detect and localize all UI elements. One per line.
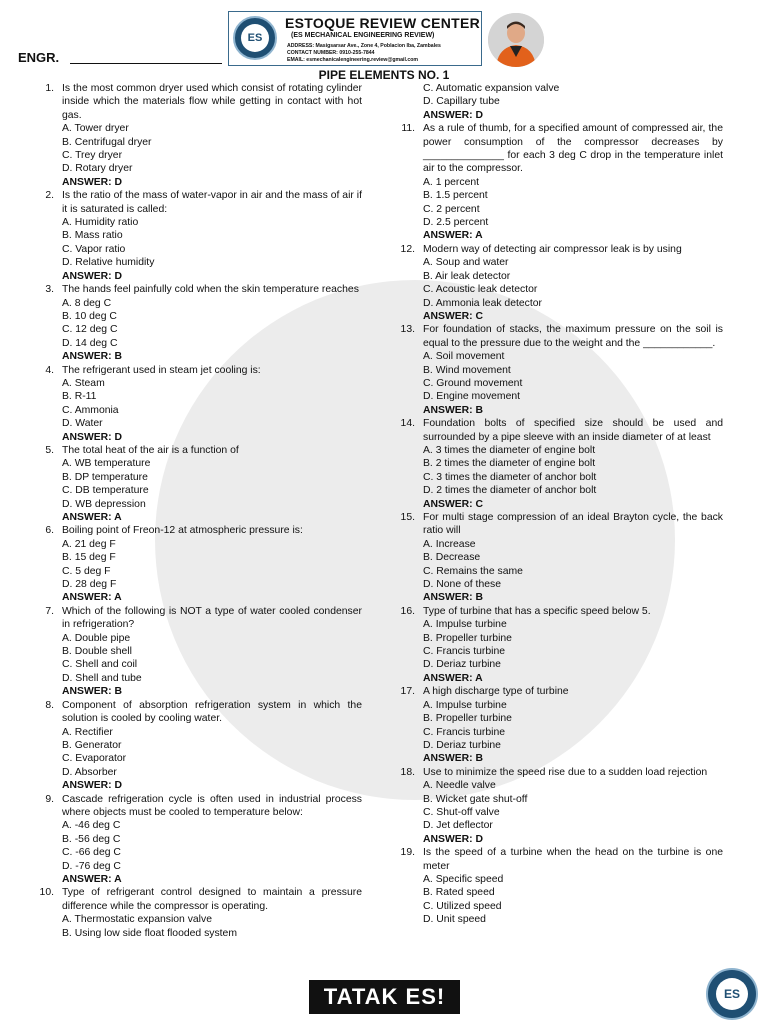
answer-option: C. Francis turbine <box>423 726 505 738</box>
question-item <box>45 283 362 363</box>
answer-key: ANSWER: A <box>423 230 483 242</box>
answer-option: B. Decrease <box>423 552 481 564</box>
footer-logo <box>706 968 758 1020</box>
answer-option: C. 12 deg C <box>62 324 118 336</box>
question-number: 12. <box>400 243 415 255</box>
answer-key: ANSWER: A <box>62 512 122 523</box>
answer-option: B. R-11 <box>62 391 97 403</box>
question-number: 6. <box>45 525 54 537</box>
answer-option: D. Engine movement <box>423 391 521 403</box>
question-item <box>400 685 723 765</box>
answer-key: ANSWER: A <box>62 592 122 604</box>
question-number: 5. <box>45 444 54 456</box>
answer-option: A. Tower dryer <box>62 123 129 135</box>
question-text <box>45 82 362 122</box>
person-icon <box>488 13 544 67</box>
question-item <box>45 189 362 283</box>
instructor-avatar <box>488 13 544 67</box>
question-body: Type of turbine that has a specific speed below 5. <box>423 605 651 617</box>
question-text <box>400 323 723 350</box>
question-item <box>45 793 362 887</box>
answer-option: A. Rectifier <box>62 726 113 738</box>
question-body: For multi stage compression of an ideal Brayton cycle, the back ratio will <box>423 512 723 537</box>
answer-option: C. Evaporator <box>62 753 127 765</box>
answer-option: D. Shell and tube <box>62 672 142 684</box>
question-body: Boiling point of Freon-12 at atmospheric pressure is: <box>62 525 303 537</box>
question-text <box>401 122 723 176</box>
question-text <box>45 444 362 457</box>
question-item <box>45 82 362 189</box>
answer-option: A. -46 deg C <box>62 820 121 832</box>
answer-option: C. 2 percent <box>423 203 480 215</box>
answer-option: C. Francis turbine <box>423 646 505 658</box>
answer-option: D. Deriaz turbine <box>423 739 501 751</box>
question-text <box>400 766 723 779</box>
answer-option: A. Soil movement <box>423 351 505 363</box>
answer-option: C. Remains the same <box>423 565 523 577</box>
answer-option: B. Wind movement <box>423 364 511 376</box>
answer-option: B. Using low side float flooded system <box>62 927 237 939</box>
question-item <box>400 766 723 846</box>
answer-option: D. None of these <box>423 579 501 591</box>
answer-option: A. 3 times the diameter of engine bolt <box>423 444 596 456</box>
answer-option: C. Utilized speed <box>423 900 502 912</box>
question-text <box>45 283 362 296</box>
answer-option: D. WB depression <box>62 498 146 510</box>
question-item <box>45 605 362 699</box>
answer-option: B. Double shell <box>62 646 132 658</box>
answer-key: ANSWER: B <box>423 404 484 416</box>
question-body: The total heat of the air is a function of <box>62 444 239 456</box>
answer-option: D. 14 deg C <box>62 337 118 349</box>
answer-option: A. Double pipe <box>62 632 131 644</box>
center-subtitle: (ES MECHANICAL ENGINEERING REVIEW) <box>291 32 435 39</box>
answer-option: A. Thermostatic expansion valve <box>62 914 212 926</box>
question-number: 2. <box>45 190 54 202</box>
question-body: Type of refrigerant control designed to maintain a pressure difference while the compressor is operating. <box>62 887 362 912</box>
answer-option: A. 1 percent <box>423 176 480 188</box>
logo-text: ES <box>241 24 269 52</box>
answer-key: ANSWER: D <box>62 270 123 282</box>
answer-option: B. Propeller turbine <box>423 632 512 644</box>
question-body: Is the ratio of the mass of water-vapor in air and the mass of air if it is saturated is called: <box>62 190 362 215</box>
question-number: 9. <box>45 793 54 805</box>
question-number: 18. <box>400 766 415 778</box>
answer-key: ANSWER: D <box>423 109 484 121</box>
footer-logo-text: ES <box>716 978 748 1010</box>
center-contact: CONTACT NUMBER: 0910-255-7844 <box>287 50 375 56</box>
answer-option: B. 2 times the diameter of engine bolt <box>423 458 596 470</box>
answer-option: B. Centrifugal dryer <box>62 136 152 148</box>
question-item <box>45 444 362 524</box>
answer-option: A. Soup and water <box>423 257 509 269</box>
question-number: 1. <box>45 83 54 94</box>
answer-option: D. -76 deg C <box>62 860 121 872</box>
answer-key: ANSWER: D <box>423 833 484 845</box>
answer-option: D. Ammonia leak detector <box>423 297 542 309</box>
answer-option: C. Automatic expansion valve <box>423 83 560 94</box>
question-text <box>45 605 362 632</box>
question-number: 16. <box>400 605 415 617</box>
answer-option: B. Wicket gate shut-off <box>423 793 528 805</box>
question-text <box>45 364 362 377</box>
answer-option: C. 5 deg F <box>62 565 111 577</box>
question-item <box>45 699 362 793</box>
question-body: Is the most common dryer used which consist of rotating cylinder inside which the materials flow while getting in contact with hot gas. <box>62 83 362 121</box>
question-number: 15. <box>400 512 415 523</box>
question-body: Component of absorption refrigeration system in which the solution is cooled by cooling water. <box>62 699 362 725</box>
answer-option: C. Ammonia <box>62 404 119 416</box>
question-number: 8. <box>45 699 54 711</box>
answer-key: ANSWER: D <box>62 780 123 792</box>
question-text <box>400 685 723 698</box>
answer-key: ANSWER: C <box>423 310 484 322</box>
answer-key: ANSWER: B <box>423 592 484 604</box>
answer-option: D. Capillary tube <box>423 96 500 108</box>
answer-option: A. WB temperature <box>62 458 151 470</box>
answer-option: B. Mass ratio <box>62 230 123 242</box>
answer-key: ANSWER: B <box>62 686 123 698</box>
answer-key: ANSWER: A <box>423 672 483 684</box>
question-body: For foundation of stacks, the maximum pressure on the soil is equal to the pressure due to the weight and the ____________. <box>423 324 723 349</box>
question-text <box>400 243 723 256</box>
answer-option: D. Absorber <box>62 766 117 778</box>
question-number: 7. <box>45 605 54 617</box>
header-banner <box>228 11 482 66</box>
answer-option: D. Relative humidity <box>62 257 155 269</box>
answer-option: D. Deriaz turbine <box>423 659 501 671</box>
answer-option: C. 3 times the diameter of anchor bolt <box>423 471 597 483</box>
question-text <box>45 189 362 216</box>
answer-option: D. 2 times the diameter of anchor bolt <box>423 485 597 497</box>
answer-option: D. Jet deflector <box>423 820 493 832</box>
answer-option: B. 15 deg F <box>62 552 116 564</box>
answer-option: B. DP temperature <box>62 471 148 483</box>
question-body: The hands feel painfully cold when the skin temperature reaches <box>62 284 359 296</box>
question-item <box>39 886 362 940</box>
question-item <box>401 122 723 243</box>
answer-option: A. Impulse turbine <box>423 619 507 631</box>
question-body: Is the speed of a turbine when the head on the turbine is one meter <box>423 847 723 872</box>
question-item <box>45 524 362 604</box>
question-body: As a rule of thumb, for a specified amount of compressed air, the power consumption of the compressor decreases by ______________ for each 3 deg C drop in the temperature inlet air to the compressor. <box>423 123 723 175</box>
question-item <box>400 511 723 605</box>
center-email: EMAIL: esmechanicalengineering.review@gmail.com <box>287 57 419 63</box>
answer-option: D. 28 deg F <box>62 579 117 591</box>
answer-option: C. Shell and coil <box>62 659 138 671</box>
answer-option: A. Needle valve <box>423 780 496 792</box>
question-body: Cascade refrigeration cycle is often used in industrial process where objects must be cooled to temperature below: <box>62 793 362 818</box>
question-text <box>400 417 723 444</box>
answer-option: C. Vapor ratio <box>62 243 126 255</box>
answer-option: B. Propeller turbine <box>423 713 512 725</box>
answer-option: A. 8 deg C <box>62 297 112 309</box>
left-question-column <box>39 82 362 940</box>
answer-key: ANSWER: B <box>423 753 484 765</box>
question-item <box>400 243 723 323</box>
question-body: Foundation bolts of specified size should be used and surrounded by a pipe sleeve with an inside diameter of at least <box>423 418 723 443</box>
question-text <box>45 793 362 820</box>
center-title: ESTOQUE REVIEW CENTER <box>285 15 481 31</box>
question-text <box>45 699 362 726</box>
question-text <box>400 846 723 873</box>
center-logo <box>233 16 277 60</box>
answer-option: C. Trey dryer <box>62 150 123 162</box>
answer-option: D. Unit speed <box>423 914 486 926</box>
question-item <box>400 846 723 926</box>
question-body: Use to minimize the speed rise due to a sudden load rejection <box>423 766 708 778</box>
question-number: 4. <box>45 364 54 376</box>
answer-option: B. Air leak detector <box>423 270 511 282</box>
tatak-es-banner: TATAK ES! <box>309 980 460 1014</box>
question-number: 19. <box>400 847 415 859</box>
answer-option: B. 10 deg C <box>62 310 117 322</box>
question-body: Modern way of detecting air compressor leak is by using <box>423 243 682 255</box>
answer-option: B. Rated speed <box>423 887 495 899</box>
answer-option: D. Rotary dryer <box>62 163 133 175</box>
answer-key: ANSWER: D <box>62 431 123 443</box>
question-number: 17. <box>400 686 415 698</box>
answer-key: ANSWER: A <box>62 873 122 885</box>
page-title: PIPE ELEMENTS NO. 1 <box>318 68 450 82</box>
question-number: 3. <box>45 284 54 296</box>
right-question-column <box>400 82 723 927</box>
answer-option: D. Water <box>62 418 103 430</box>
answer-option: A. Humidity ratio <box>62 217 139 229</box>
answer-option: A. Increase <box>423 538 476 550</box>
answer-option: A. Specific speed <box>423 873 504 885</box>
center-address: ADDRESS: Masigsarsar Ave., Zone 4, Poblacion Iba, Zambales <box>287 43 441 49</box>
question-number: 11. <box>401 123 415 135</box>
question-item <box>400 605 723 685</box>
question-item <box>400 323 723 417</box>
question-body: Which of the following is NOT a type of water cooled condenser in refrigeration? <box>62 605 362 631</box>
question-body: The refrigerant used in steam jet cooling is: <box>62 364 261 376</box>
answer-option: C. Shut-off valve <box>423 806 500 818</box>
question-text <box>39 886 362 913</box>
question-body: A high discharge type of turbine <box>423 686 569 698</box>
answer-key: ANSWER: C <box>423 498 484 510</box>
answer-option: D. 2.5 percent <box>423 217 489 229</box>
answer-option: B. -56 deg C <box>62 833 121 845</box>
engr-name-line[interactable] <box>70 63 222 64</box>
answer-option: A. Impulse turbine <box>423 699 507 711</box>
question-text <box>400 511 723 538</box>
question-number: 14. <box>400 418 415 430</box>
question-item <box>45 364 362 444</box>
question-number: 13. <box>400 324 415 336</box>
answer-option: B. 1.5 percent <box>423 190 488 202</box>
question-item <box>400 417 723 511</box>
answer-option: A. 21 deg F <box>62 538 116 550</box>
answer-option: C. Ground movement <box>423 377 523 389</box>
answer-key: ANSWER: B <box>62 351 123 363</box>
answer-option: C. DB temperature <box>62 485 149 497</box>
answer-key: ANSWER: D <box>62 176 123 188</box>
question-number: 10. <box>39 887 54 899</box>
engr-label: ENGR. <box>18 50 60 65</box>
question-text <box>45 524 362 537</box>
question-text <box>400 605 723 618</box>
answer-option: A. Steam <box>62 377 105 389</box>
answer-option: C. Acoustic leak detector <box>423 284 538 296</box>
answer-option: B. Generator <box>62 739 122 751</box>
answer-option: C. -66 deg C <box>62 847 121 859</box>
question-item <box>423 82 723 122</box>
